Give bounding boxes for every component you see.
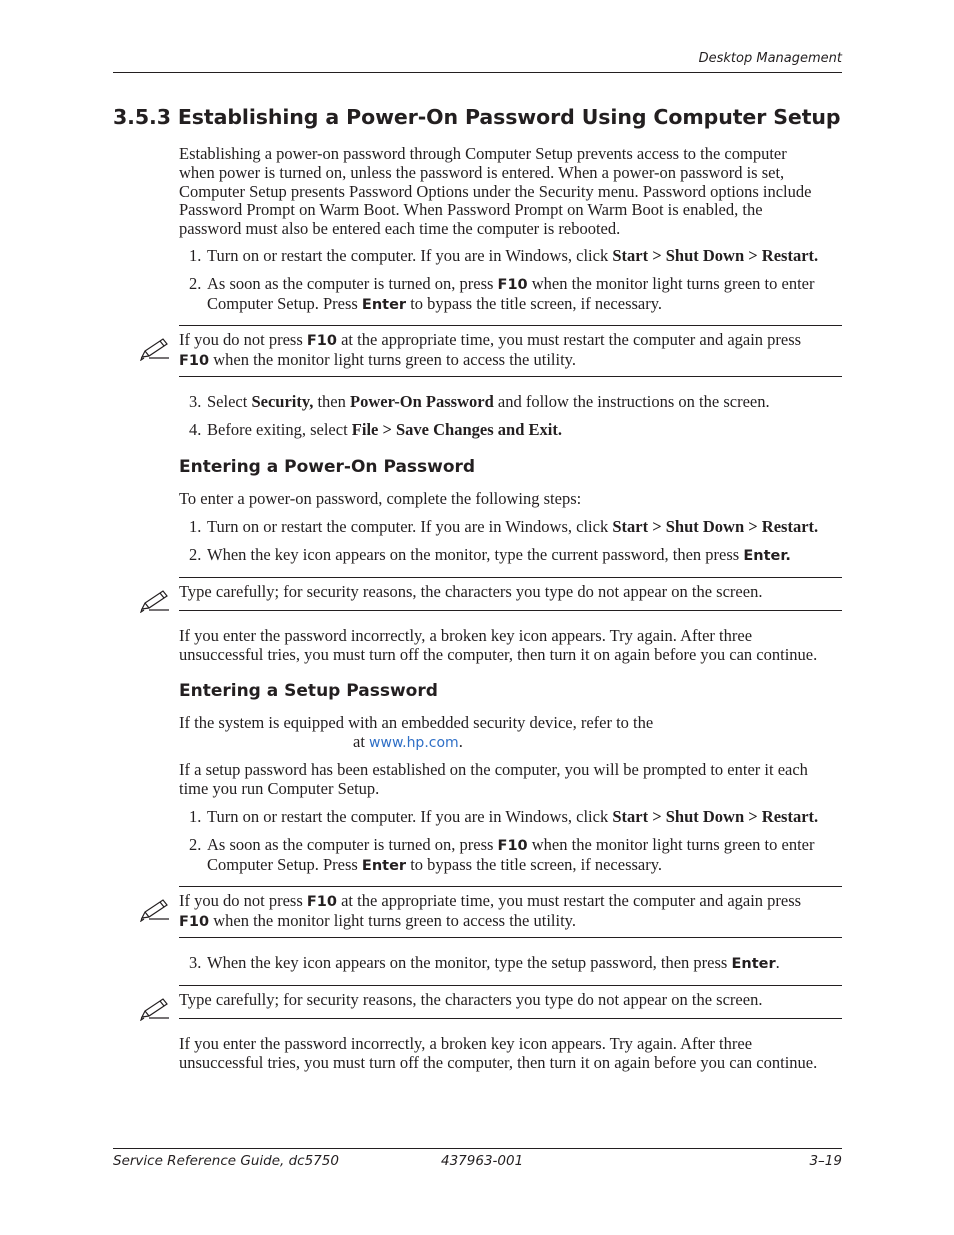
note-rule-top <box>179 886 842 887</box>
f10-key: F10 <box>497 277 528 293</box>
note-rule-top <box>179 985 842 986</box>
note-2: Type carefully; for security reasons, the characters you type do not appear on the screen. <box>179 582 763 601</box>
power-on-after-paragraph: If you enter the password incorrectly, a broken key icon appears. Try again. After three unsuccessful tries, you must turn off the computer, then turn it on again before you can continue. <box>179 626 818 664</box>
note-rule-bottom <box>179 937 842 938</box>
f10-key: F10 <box>306 333 337 349</box>
setup-step-2: 2. As soon as the computer is turned on, press F10 when the monitor light turns green to enter Computer Setup. Press Enter to bypass the title screen, if necessary. <box>189 835 815 874</box>
note-rule-top <box>179 577 842 578</box>
note-rule-bottom <box>179 1018 842 1019</box>
pencil-note-icon <box>139 589 171 613</box>
footer-rule <box>113 1148 842 1149</box>
intro-line: Password Prompt on Warm Boot. When Password Prompt on Warm Boot is enabled, the <box>179 200 763 220</box>
enter-key: Enter <box>361 857 407 874</box>
setup-step-1: 1. Turn on or restart the computer. If you are in Windows, click Start > Shut Down > Restart. <box>189 807 819 826</box>
subheading-power-on: Entering a Power-On Password <box>179 457 476 477</box>
power-on-step-1: 1. Turn on or restart the computer. If you are in Windows, click Start > Shut Down > Restart. <box>189 517 819 536</box>
enter-key: Enter <box>731 956 776 972</box>
f10-key: F10 <box>497 838 528 854</box>
intro-line: password must also be entered each time the computer is rebooted. <box>179 219 621 239</box>
note-rule-bottom <box>179 376 842 377</box>
running-header: Desktop Management <box>698 51 842 66</box>
header-rule <box>113 72 842 73</box>
intro-line: Computer Setup presents Password Options under the Security menu. Password options include <box>179 181 812 201</box>
step-2: 2. As soon as the computer is turned on, press F10 when the monitor light turns green to enter Computer Setup. Press Enter to bypass the title screen, if necessary. <box>189 274 815 313</box>
pencil-note-icon <box>139 898 171 922</box>
setup-paragraph-1: If the system is equipped with an embedded security device, refer to the at www.hp.com. <box>179 713 654 751</box>
intro-paragraph <box>179 145 847 239</box>
intro-line: when power is turned on, unless the password is entered. When a power-on password is set, <box>179 162 785 182</box>
step-3: 3. Select Security, then Power-On Password and follow the instructions on the screen. <box>189 392 770 411</box>
note-4: Type carefully; for security reasons, the characters you type do not appear on the screen. <box>179 990 763 1009</box>
setup-paragraph-2: If a setup password has been established on the computer, you will be prompted to enter it each time you run Computer Setup. <box>179 760 808 798</box>
pencil-note-icon <box>139 997 171 1021</box>
intro-line: Establishing a power-on password through Computer Setup prevents access to the computer <box>179 144 787 163</box>
pencil-note-icon <box>139 337 171 361</box>
note-rule-top <box>179 325 842 326</box>
note-rule-bottom <box>179 610 842 611</box>
f10-key: F10 <box>179 352 210 369</box>
footer-part-number: 437963-001 <box>441 1153 524 1169</box>
setup-after-paragraph: If you enter the password incorrectly, a broken key icon appears. Try again. After three unsuccessful tries, you must turn off the computer, then turn it on again before you can continue. <box>179 1034 818 1072</box>
power-on-intro: To enter a power-on password, complete the following steps: <box>179 489 582 508</box>
enter-key: Enter. <box>743 548 791 564</box>
step-1: 1. Turn on or restart the computer. If you are in Windows, click Start > Shut Down > Restart. <box>189 246 819 265</box>
footer-page-number: 3–19 <box>809 1153 842 1169</box>
step-4: 4. Before exiting, select File > Save Changes and Exit. <box>189 420 562 439</box>
note-1: If you do not press F10 at the appropriate time, you must restart the computer and again press F10 when the monitor light turns green to access the utility. <box>179 330 802 369</box>
enter-key: Enter <box>361 296 407 313</box>
footer-guide-title: Service Reference Guide, dc5750 <box>113 1153 339 1169</box>
setup-step-3: 3. When the key icon appears on the monitor, type the setup password, then press Enter. <box>189 953 780 972</box>
hp-website-link[interactable]: www.hp.com <box>369 734 459 751</box>
f10-key: F10 <box>306 894 337 910</box>
note-3: If you do not press F10 at the appropriate time, you must restart the computer and again press F10 when the monitor light turns green to access the utility. <box>179 891 802 930</box>
section-heading: 3.5.3 Establishing a Power-On Password Using Computer Setup <box>113 105 841 129</box>
power-on-step-2: 2. When the key icon appears on the monitor, type the current password, then press Enter. <box>189 545 791 564</box>
subheading-setup-password: Entering a Setup Password <box>179 681 438 701</box>
f10-key: F10 <box>179 913 210 930</box>
